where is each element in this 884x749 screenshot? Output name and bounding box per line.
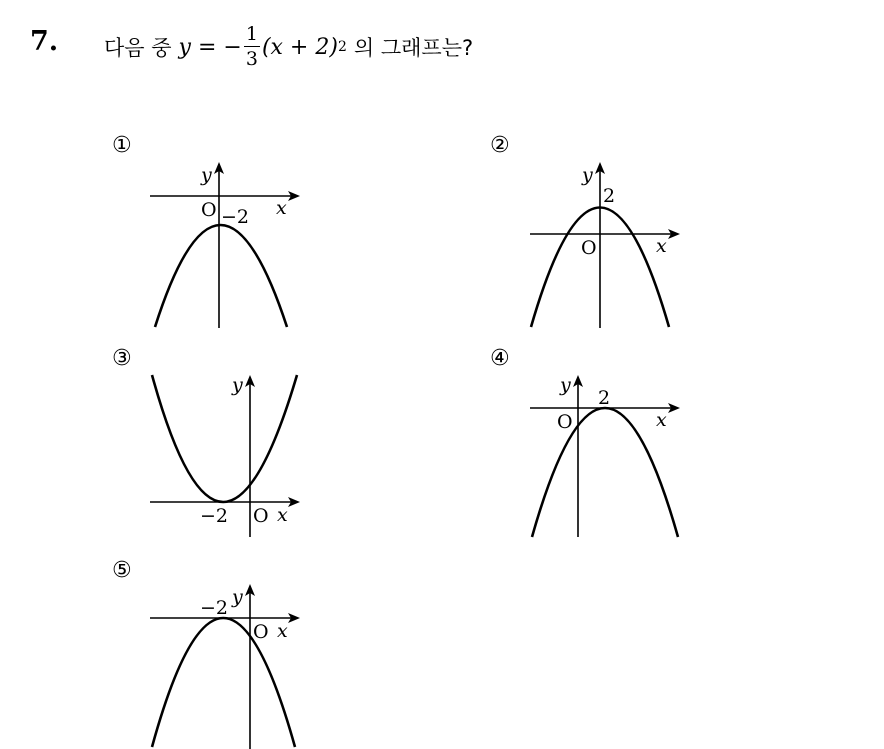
x-axis-label: x [656, 409, 667, 431]
y-axis-label: y [560, 374, 571, 396]
origin-label: O [201, 199, 217, 221]
origin-label: O [581, 237, 597, 259]
choice-4-marker[interactable]: ④ [490, 346, 510, 371]
vertex-label: −2 [221, 206, 250, 228]
vertex-label: 2 [603, 185, 616, 207]
parabola-curve [152, 618, 295, 747]
x-axis-label: x [276, 197, 287, 219]
stem-suffix: 의 그래프는? [353, 36, 474, 60]
choice-3-marker[interactable]: ③ [112, 346, 132, 371]
y-axis-label: y [201, 164, 212, 186]
stem-prefix: 다음 중 [104, 36, 172, 60]
vertex-label: 2 [598, 387, 611, 409]
x-axis-label: x [277, 620, 288, 642]
x-axis-label: x [656, 235, 667, 257]
fraction-denominator: 3 [245, 48, 258, 70]
x-axis-label: x [277, 504, 288, 526]
origin-label: O [253, 621, 269, 643]
vertex-label: −2 [200, 597, 229, 619]
stem-paren-expr: (x + 2) [261, 34, 338, 60]
stem-exponent: 2 [337, 39, 347, 55]
origin-label: O [557, 411, 573, 433]
y-axis-label: y [582, 164, 593, 186]
question-number: 7. [30, 26, 59, 57]
origin-label: O [253, 505, 269, 527]
fraction-numerator: 1 [245, 23, 258, 45]
y-axis-label: y [232, 374, 243, 396]
stem-y-var: y [178, 34, 191, 60]
choice-5-marker[interactable]: ⑤ [112, 558, 132, 583]
y-axis-label: y [232, 586, 243, 608]
vertex-label: −2 [200, 505, 229, 527]
choice-2-marker[interactable]: ② [490, 133, 510, 158]
choice-1-marker[interactable]: ① [112, 133, 132, 158]
stem-equals-minus: = − [197, 34, 242, 60]
